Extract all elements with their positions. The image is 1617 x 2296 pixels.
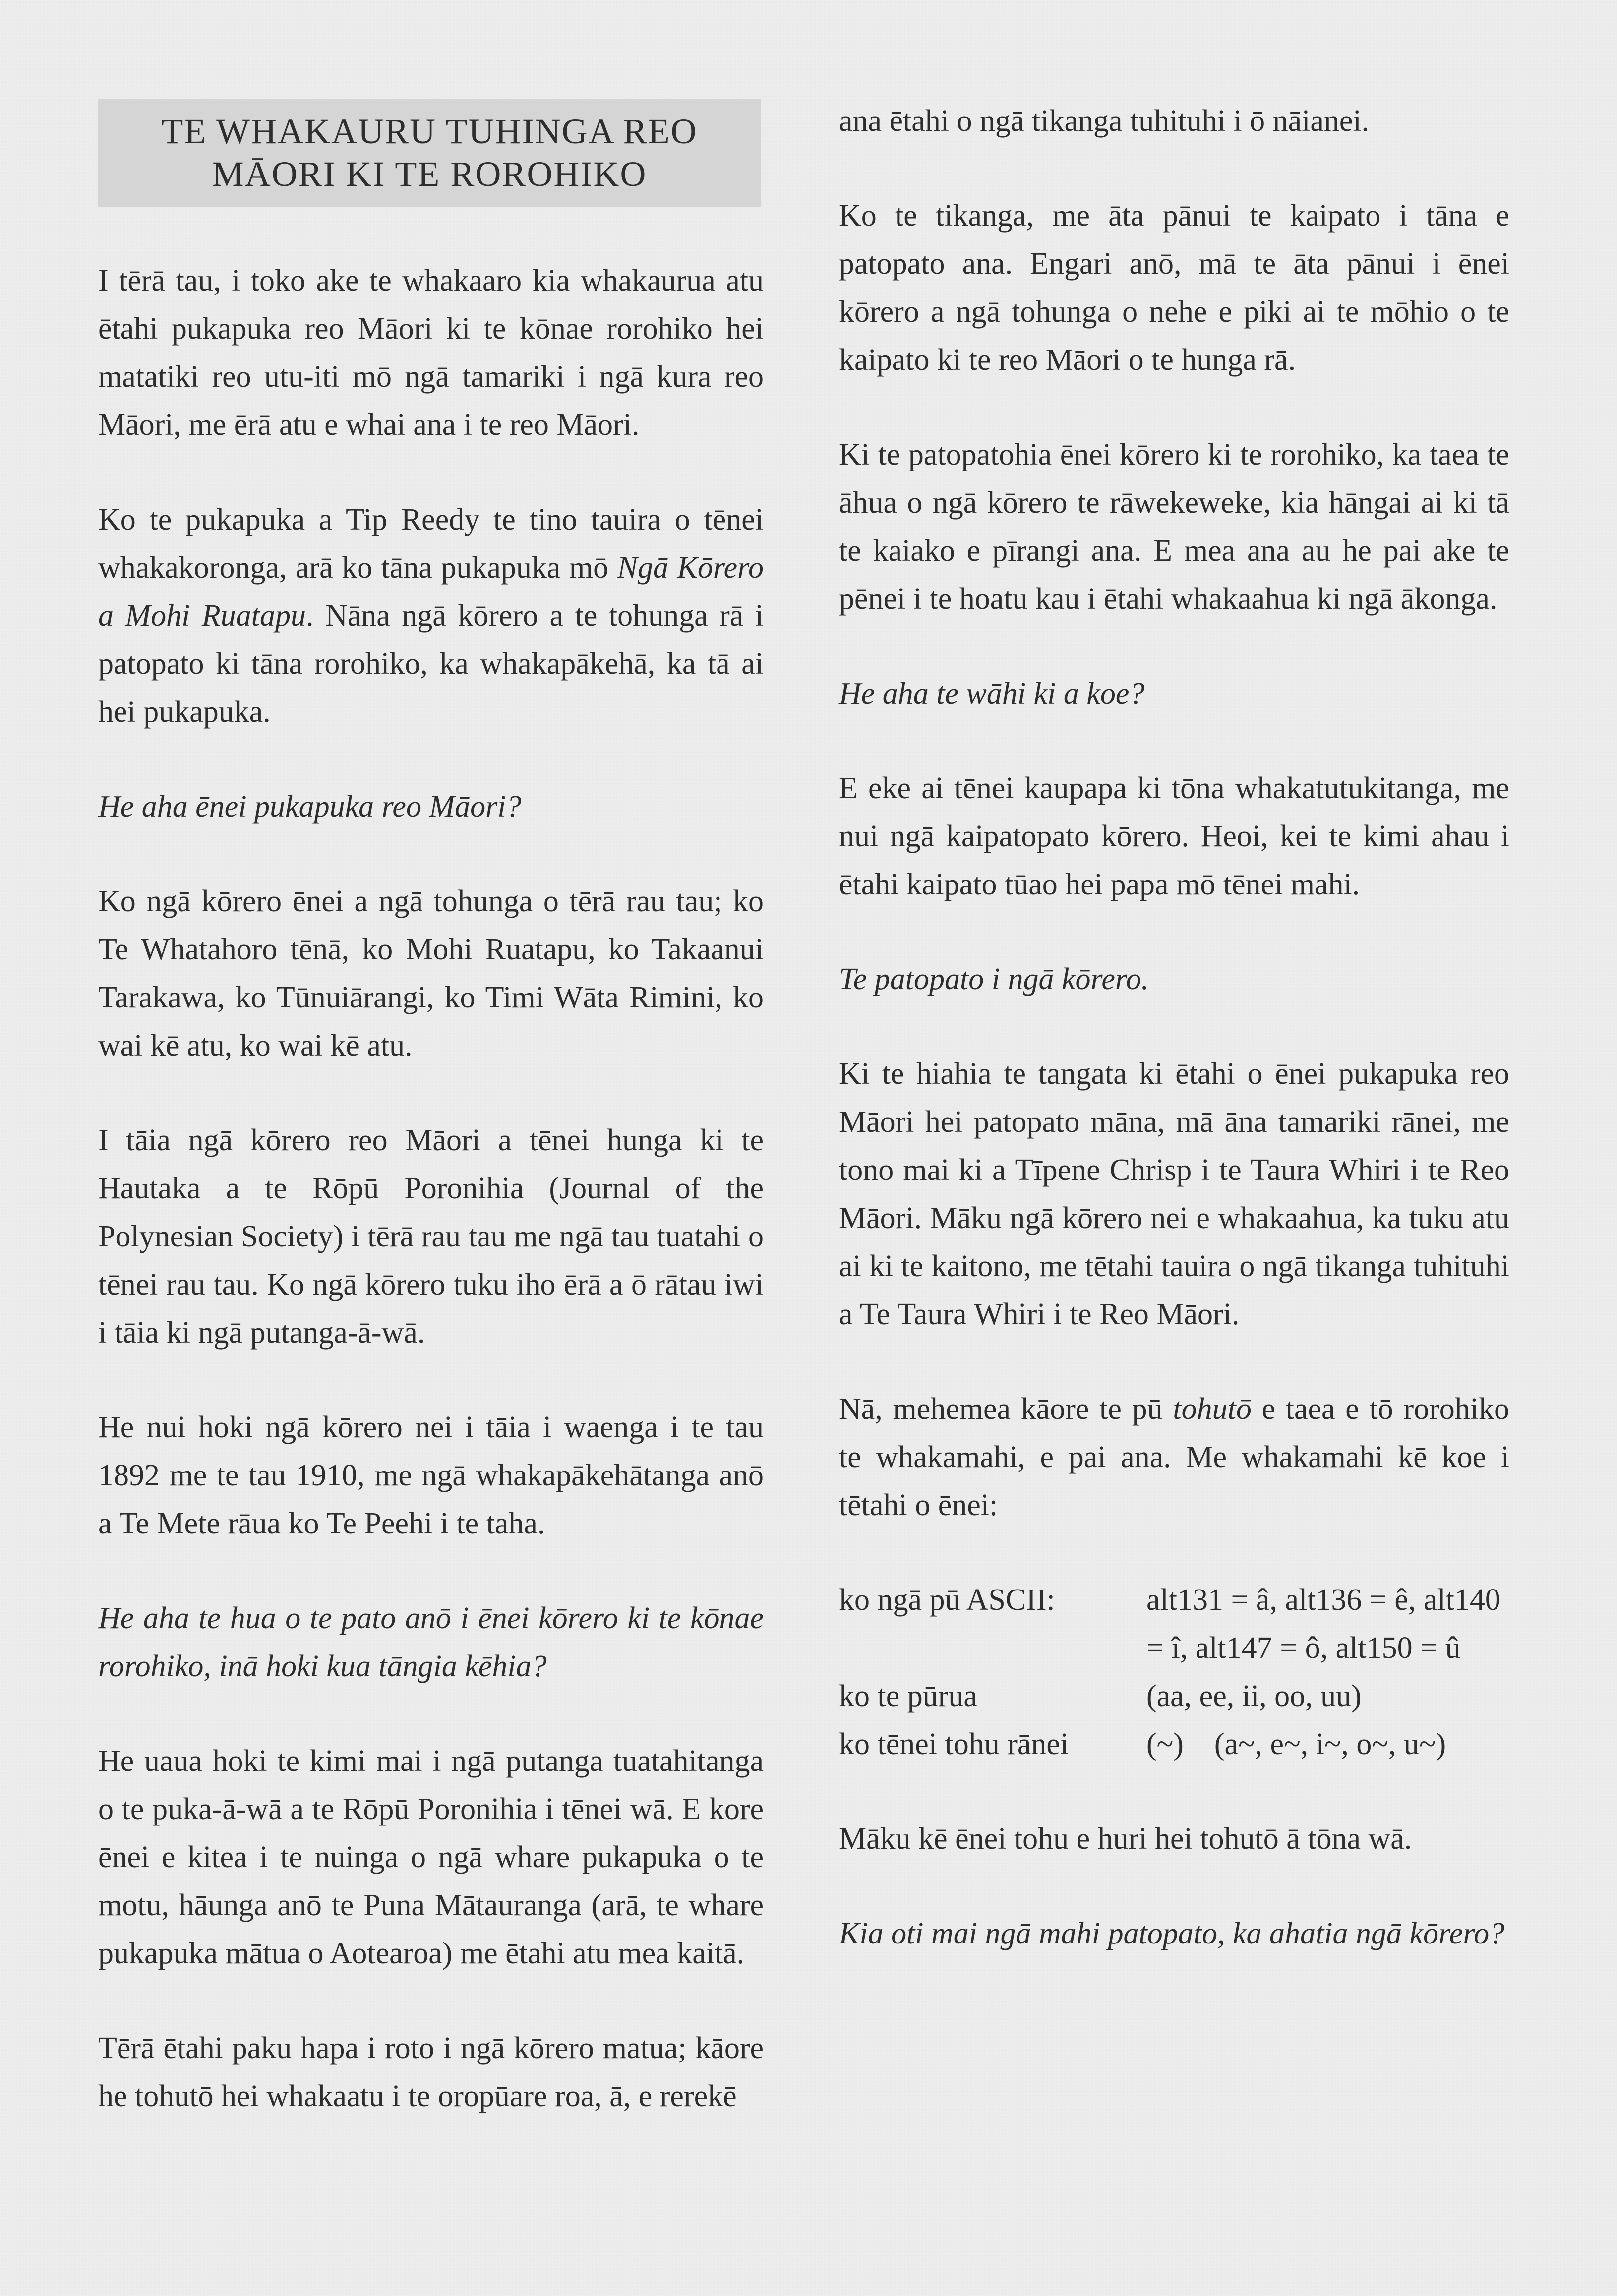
paragraph-computer: Ki te patopatohia ēnei kōrero ki te rorohiko, ka taea te āhua o ngā kōrero te rāwekeweke, kia hāngai ai ki tā te kaiako e pīrangi ana. E mea ana au he pai ake te pēnei i te hoatu kau i ētahi whakaahua ki ngā ākonga. bbox=[839, 438, 1509, 616]
subheading-your-role: He aha te wāhi ki a koe? bbox=[839, 677, 1145, 710]
table-row bbox=[839, 1672, 1509, 1720]
paragraph-request: Ki te hiahia te tangata ki ētahi o ēnei pukapuka reo Māori hei patopato māna, mā āna tamariki rānei, me tono mai ki a Tīpene Chrisp i te Taura Whiri i te Reo Māori. Māku ngā kōrero nei e whakaahua, ka tuku atu ai ki te kaitono, me tētahi tauira o ngā tikanga tuhituhi a Te Taura Whiri i te Reo Māori. bbox=[839, 1057, 1509, 1331]
table-row bbox=[839, 1576, 1509, 1672]
paragraph-conversion: Māku kē ēnei tohu e huri hei tohutō ā tōna wā. bbox=[839, 1822, 1412, 1856]
paragraph-journal: I tāia ngā kōrero reo Māori a tēnei hunga ki te Hautaka a te Rōpū Poronihia (Journal of the Polynesian Society) i tērā rau tau me ngā tau tuatahi o tēnei rau tau. Ko ngā kōrero tuku iho ērā a ō rātau iwi i tāia ki ngā putanga-ā-wā. bbox=[98, 1123, 764, 1350]
text-span: Nā, mehemea kāore te pū bbox=[839, 1392, 1173, 1426]
subheading-when-done: Kia oti mai ngā mahi patopato, ka ahatia ngā kōrero? bbox=[839, 1917, 1505, 1950]
paragraph-method: Ko te tikanga, me āta pānui te kaipato i tāna e patopato ana. Engari anō, mā te āta pānui i ēnei kōrero a ngā tohunga o nehe e piki ai te mōhio o te kaipato ki te reo Māori o te hunga rā. bbox=[839, 199, 1509, 377]
text-span: Ko te pukapuka a Tip Reedy te tino tauira o tēnei whakakoronga, arā ko tāna pukapuka mō bbox=[98, 503, 764, 585]
left-column bbox=[98, 99, 764, 2120]
title-box bbox=[98, 99, 761, 207]
character-options-table bbox=[839, 1576, 1509, 1768]
book-title: Ngā Kōrero a Mohi Ruatapu bbox=[98, 551, 764, 633]
subheading-what-books: He aha ēnei pukapuka reo Māori? bbox=[98, 790, 522, 824]
paragraph-difficulty: He uaua hoki te kimi mai i ngā putanga tuatahitanga o te puka-ā-wā a te Rōpū Poronihia i tēnei wā. E kore ēnei e kitea i te nuinga o ngā whare pukapuka o te motu, hāunga anō te Puna Mātauranga (arā, te whare pukapuka mātua o Aotearoa) me ētahi atu mea kaitā. bbox=[98, 1744, 764, 1970]
paragraph-years: He nui hoki ngā kōrero nei i tāia i waenga i te tau 1892 me te tau 1910, me ngā whakapākehātanga anō a Te Mete rāua ko Te Peehi i te taha. bbox=[98, 1411, 764, 1540]
paragraph-continuation: ana ētahi o ngā tikanga tuhituhi i ō nāianei. bbox=[839, 104, 1370, 138]
row-label: ko tēnei tohu rānei bbox=[839, 1727, 1069, 1761]
row-value bbox=[1146, 1576, 1509, 1672]
text-span: . Nāna ngā kōrero a te tohunga rā i patopato ki tāna rorohiko, ka whakapākehā, ka tā ai hei pukapuka. bbox=[98, 599, 764, 729]
table-row bbox=[839, 1720, 1509, 1768]
row-value: (aa, ee, ii, oo, uu) bbox=[1146, 1679, 1362, 1713]
subheading-typing: Te patopato i ngā kōrero. bbox=[839, 962, 1149, 996]
subheading-benefit: He aha te hua o te pato anō i ēnei kōrero ki te kōnae rorohiko, inā hoki kua tāngia kēhia? bbox=[98, 1601, 764, 1683]
macron-term: tohutō bbox=[1173, 1392, 1252, 1426]
page-title-line-1: TE WHAKAURU TUHINGA REO bbox=[161, 112, 698, 151]
paragraph-errors: Tērā ētahi paku hapa i roto i ngā kōrero matua; kāore he tohutō hei whakaatu i te oropūare roa, ā, e rerekē bbox=[98, 2031, 764, 2113]
row-label: ko ngā pū ASCII: bbox=[839, 1583, 1055, 1617]
paragraph-volunteers: E eke ai tēnei kaupapa ki tōna whakatutukitanga, me nui ngā kaipatopato kōrero. Heoi, kei te kimi ahau i ētahi kaipato tūao hei papa mō tēnei mahi. bbox=[839, 771, 1509, 901]
text-span: e taea e tō rorohiko te whakamahi, e pai ana. Me whakamahi kē koe i tētahi o ēnei: bbox=[839, 1392, 1510, 1522]
row-label: ko te pūrua bbox=[839, 1679, 977, 1713]
paragraph-tip-reedy bbox=[98, 496, 764, 736]
page-title-line-2: MĀORI KI TE ROROHIKO bbox=[212, 154, 647, 194]
row-value-line: alt131 = â, alt136 = ê, alt140 bbox=[1146, 1583, 1500, 1617]
row-value: (~) (a~, e~, i~, o~, u~) bbox=[1146, 1727, 1446, 1761]
row-value-line: = î, alt147 = ô, alt150 = û bbox=[1146, 1631, 1461, 1665]
paragraph-experts: Ko ngā kōrero ēnei a ngā tohunga o tērā rau tau; ko Te Whatahoro tēnā, ko Mohi Ruatapu, ko Takaanui Tarakawa, ko Tūnuiārangi, ko Timi Wāta Rimini, ko wai kē atu, ko wai kē atu. bbox=[98, 884, 764, 1062]
paragraph-macron bbox=[839, 1385, 1509, 1530]
paragraph-intro: I tērā tau, i toko ake te whakaaro kia whakaurua atu ētahi pukapuka reo Māori ki te kōnae rorohiko hei matatiki reo utu-iti mō ngā tamariki i ngā kura reo Māori, me ērā atu e whai ana i te reo Māori. bbox=[98, 264, 764, 442]
right-column bbox=[839, 97, 1509, 1958]
